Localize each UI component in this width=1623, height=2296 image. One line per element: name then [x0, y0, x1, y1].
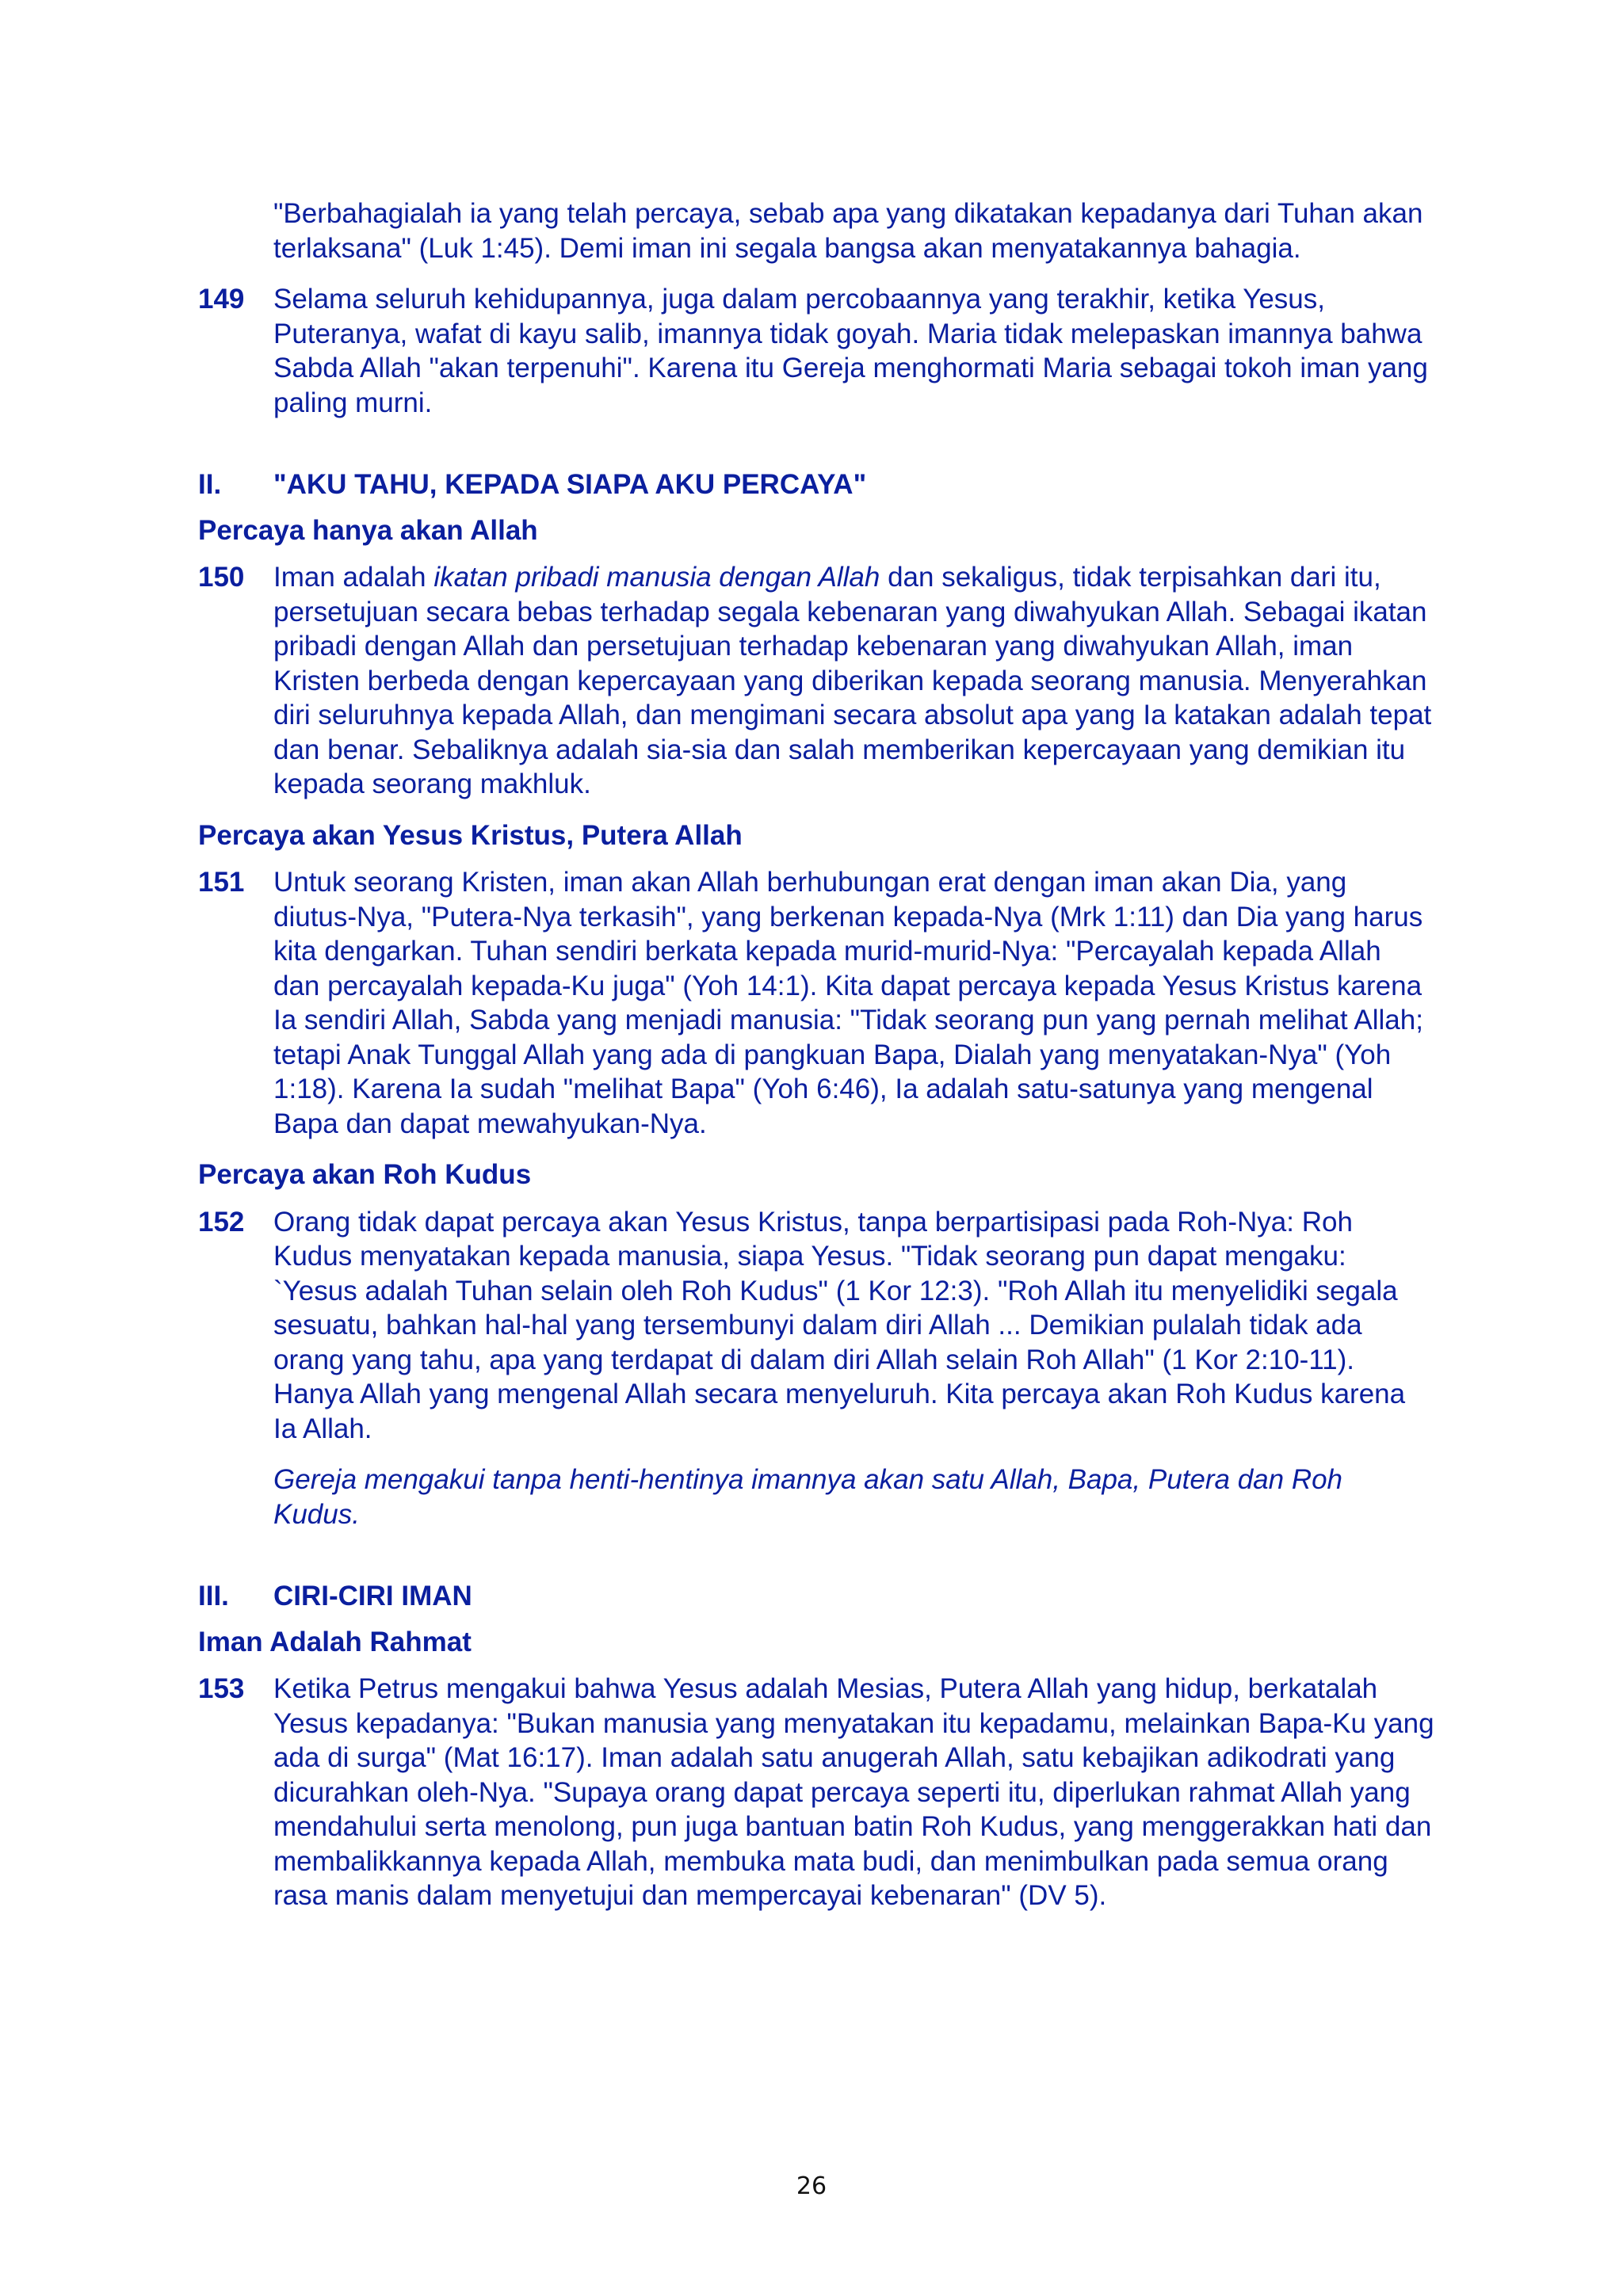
subheading-percaya-hanya-akan-allah: Percaya hanya akan Allah — [198, 514, 538, 546]
section-title: CIRI-CIRI IMAN — [273, 1581, 472, 1611]
paragraph-number: 152 — [198, 1206, 245, 1238]
emphasized-phrase: ikatan pribadi manusia dengan Allah — [433, 562, 880, 593]
paragraph-149 — [198, 282, 1434, 420]
paragraph-number: 149 — [198, 284, 245, 315]
closing-statement: Gereja mengakui tanpa henti-hentinya imannya akan satu Allah, Bapa, Putera dan Roh Kudus. — [273, 1464, 1343, 1530]
document-page — [198, 196, 1434, 1930]
section-heading-iii — [198, 1579, 1434, 1614]
section-numeral: III. — [198, 1581, 229, 1611]
section-heading-ii — [198, 467, 1434, 502]
paragraph-number: 150 — [198, 562, 245, 593]
paragraph-number: 153 — [198, 1673, 245, 1704]
paragraph-text: Selama seluruh kehidupannya, juga dalam percobaannya yang terakhir, ketika Yesus, Puteranya, wafat di kayu salib, imannya tidak goyah. Maria tidak melepaskan imannya bahwa Sabda Allah "akan terpenuhi". Karena itu Gereja menghormati Maria sebagai tokoh iman yang paling murni. — [273, 284, 1428, 418]
paragraph-151 — [198, 865, 1434, 1141]
page-number: 26 — [796, 2172, 827, 2200]
section-title: "AKU TAHU, KEPADA SIAPA AKU PERCAYA" — [273, 469, 867, 500]
paragraph-text: "Berbahagialah ia yang telah percaya, sebab apa yang dikatakan kepadanya dari Tuhan akan terlaksana" (Luk 1:45). Demi iman ini segala bangsa akan menyatakannya bahagia. — [273, 198, 1423, 264]
paragraph-148-continuation — [198, 196, 1434, 265]
paragraph-text: Untuk seorang Kristen, iman akan Allah berhubungan erat dengan iman akan Dia, yang diutus-Nya, "Putera-Nya terkasih", yang berkenan kepada-Nya (Mrk 1:11) dan Dia yang harus kita dengarkan. Tuhan sendiri berkata kepada murid-murid-Nya: "Percayalah kepada Allah dan percayalah kepada-Ku juga" (Yoh 14:1). Kita dapat percaya kepada Yesus Kristus karena Ia sendiri Allah, Sabda yang menjadi manusia: "Tidak seorang pun yang pernah melihat Allah; tetapi Anak Tunggal Allah yang ada di pangkuan Bapa, Dialah yang menyatakan-Nya" (Yoh 1:18). Karena Ia sudah "melihat Bapa" (Yoh 6:46), Ia adalah satu-satunya yang mengenal Bapa dan dapat mewahyukan-Nya. — [273, 867, 1423, 1139]
subheading-percaya-akan-yesus-kristus: Percaya akan Yesus Kristus, Putera Allah — [198, 819, 743, 851]
paragraph-text-start: Iman adalah — [273, 562, 434, 593]
paragraph-153 — [198, 1672, 1434, 1913]
paragraph-152-closing — [198, 1463, 1434, 1531]
paragraph-text: Ketika Petrus mengakui bahwa Yesus adalah Mesias, Putera Allah yang hidup, berkatalah Yesus kepadanya: "Bukan manusia yang menyatakan itu kepadamu, melainkan Bapa-Ku yang ada di surga" (Mat 16:17). Iman adalah satu anugerah Allah, satu kebajikan adikodrati yang dicurahkan oleh-Nya. "Supaya orang dapat percaya seperti itu, diperlukan rahmat Allah yang mendahului serta menolong, pun juga bantuan batin Roh Kudus, yang menggerakkan hati dan membalikkannya kepada Allah, membuka mata budi, dan menimbulkan pada semua orang rasa manis dalam menyetujui dan mempercayai kebenaran" (DV 5). — [273, 1673, 1434, 1911]
paragraph-text — [273, 560, 1434, 802]
paragraph-number: 151 — [198, 867, 245, 898]
paragraph-text: Orang tidak dapat percaya akan Yesus Kristus, tanpa berpartisipasi pada Roh-Nya: Roh Kudus menyatakan kepada manusia, siapa Yesus. "Tidak seorang pun dapat mengaku: `Yesus adalah Tuhan selain oleh Roh Kudus" (1 Kor 12:3). "Roh Allah itu menyelidiki segala sesuatu, bahkan hal-hal yang tersembunyi dalam diri Allah ... Demikian pulalah tidak ada orang yang tahu, apa yang terdapat di dalam diri Allah selain Roh Allah" (1 Kor 2:10-11). Hanya Allah yang mengenal Allah secara menyeluruh. Kita percaya akan Roh Kudus karena Ia Allah. — [273, 1206, 1406, 1444]
paragraph-text-rest: dan sekaligus, tidak terpisahkan dari itu, persetujuan secara bebas terhadap segala kebenaran yang diwahyukan Allah. Sebagai ikatan pribadi dengan Allah dan persetujuan terhadap kebenaran yang diwahyukan Allah, iman Kristen berbeda dengan kepercayaan yang diberikan kepada seorang manusia. Menyerahkan diri seluruhnya kepada Allah, dan mengimani secara absolut apa yang Ia katakan adalah tepat dan benar. Sebaliknya adalah sia-sia dan salah memberikan kepercayaan yang demikian itu kepada seorang makhluk. — [273, 562, 1432, 799]
subheading-percaya-akan-roh-kudus: Percaya akan Roh Kudus — [198, 1159, 532, 1190]
section-numeral: II. — [198, 469, 222, 500]
subheading-iman-adalah-rahmat: Iman Adalah Rahmat — [198, 1626, 472, 1657]
paragraph-152 — [198, 1205, 1434, 1447]
paragraph-150 — [198, 560, 1434, 802]
